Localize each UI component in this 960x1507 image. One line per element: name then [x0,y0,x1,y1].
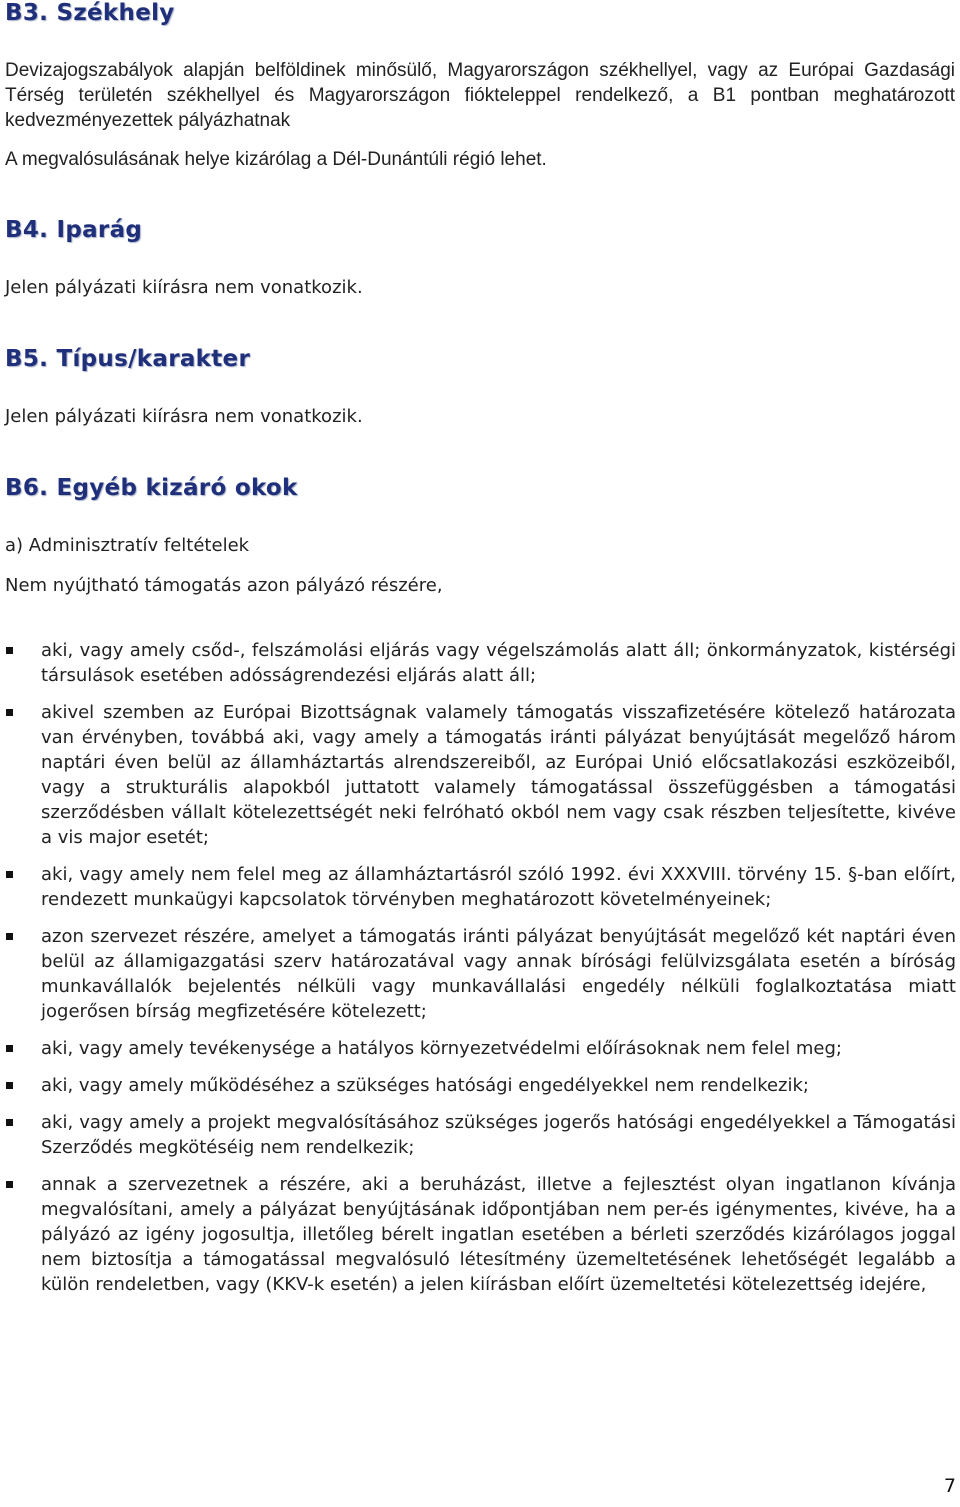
section-b3-paragraph: Devizajogszabályok alapján belföldinek minősülő, Magyarországon székhellyel, vagy az Európai Gazdasági Térség területén székhellyel és Magyarországon fiókteleppel rendelkező, a B1 pontban meghatározott kedvezményezettek pályázhatnak [5,60,955,131]
section-b6-subheading: a) Adminisztratív feltételek [5,535,250,556]
list-item-text: aki, vagy amely csőd-, felszámolási eljárás vagy végelszámolás alatt áll; önkormányzatok, kistérségi társulások esetében adósságrendezési eljárás alatt áll; [41,640,956,686]
square-bullet-icon [6,871,13,878]
square-bullet-icon [6,1119,13,1126]
square-bullet-icon [6,1181,13,1188]
square-bullet-icon [6,1082,13,1089]
square-bullet-icon [6,1045,13,1052]
list-item-text: akivel szemben az Európai Bizottságnak valamely támogatás visszafizetésére kötelező határozata van érvényben, továbbá aki, vagy amely a támogatás iránti pályázat benyújtását megelőző három naptári éven belül az államháztartás alrendszereiből, az Európai Unió előcsatlakozási eszközeiből, vagy a strukturális alapokból juttatott valamely támogatással összefüggésben a támogatási szerződésben vállalt kötelezettségét neki felróható okból nem vagy csak részben teljesítette, kivéve a vis major esetét; [41,702,956,848]
list-item [0,1110,960,1160]
section-b4-heading: B4. Iparág [5,217,143,243]
list-item-text: aki, vagy amely tevékenysége a hatályos környezetvédelmi előírásoknak nem felel meg; [41,1038,842,1059]
section-b6-heading: B6. Egyéb kizáró okok [5,475,298,501]
list-item [0,1036,960,1061]
square-bullet-icon [6,709,13,716]
section-b5-heading: B5. Típus/karakter [5,346,251,372]
list-item [0,700,960,850]
section-b3-heading: B3. Székhely [5,0,175,26]
list-item [0,638,960,688]
section-b3-location: A megvalósulásának helye kizárólag a Dél-Dunántúli régió lehet. [5,149,547,170]
list-item-text: aki, vagy amely működéséhez a szükséges hatósági engedélyekkel nem rendelkezik; [41,1075,809,1096]
section-b6-intro: Nem nyújtható támogatás azon pályázó részére, [5,575,443,596]
square-bullet-icon [6,647,13,654]
list-item [0,1172,960,1297]
list-item [0,1073,960,1098]
square-bullet-icon [6,933,13,940]
section-b4-text: Jelen pályázati kiírásra nem vonatkozik. [5,277,363,298]
list-item [0,924,960,1024]
list-item-text: azon szervezet részére, amelyet a támogatás iránti pályázat benyújtását megelőző két naptári éven belül az államigazgatási szerv határozatával vagy annak bírósági felülvizsgálata esetén a bíróság munkavállalók bejelentés nélküli vagy munkavállalási engedély nélküli foglalkoztatása miatt jogerősen bírság megfizetésére kötelezett; [41,926,956,1022]
list-item-text: annak a szervezetnek a részére, aki a beruházást, illetve a fejlesztést olyan ingatlanon kívánja megvalósítani, amely a pályázat benyújtásának időpontjában nem per-és igénymentes, kivéve, ha a pályázó az igény jogosultja, illetőleg bérelt ingatlan esetében a bérleti szerződés kizárólagos joggal nem biztosítja a támogatással megvalósuló létesítmény üzemeltetésének lehetőségét legalább a külön rendeletben, vagy (KKV-k esetén) a jelen kiírásban előírt üzemeltetési kötelezettség idejére, [41,1174,956,1295]
exclusion-list [0,638,960,1309]
list-item-text: aki, vagy amely nem felel meg az államháztartásról szóló 1992. évi XXXVIII. törvény 15. §-ban előírt, rendezett munkaügyi kapcsolatok törvényben meghatározott követelményeinek; [41,864,956,910]
page-number: 7 [943,1475,956,1497]
list-item-text: aki, vagy amely a projekt megvalósításához szükséges jogerős hatósági engedélyekkel a Támogatási Szerződés megkötéséig nem rendelkezik; [41,1112,956,1158]
list-item [0,862,960,912]
section-b5-text: Jelen pályázati kiírásra nem vonatkozik. [5,406,363,427]
